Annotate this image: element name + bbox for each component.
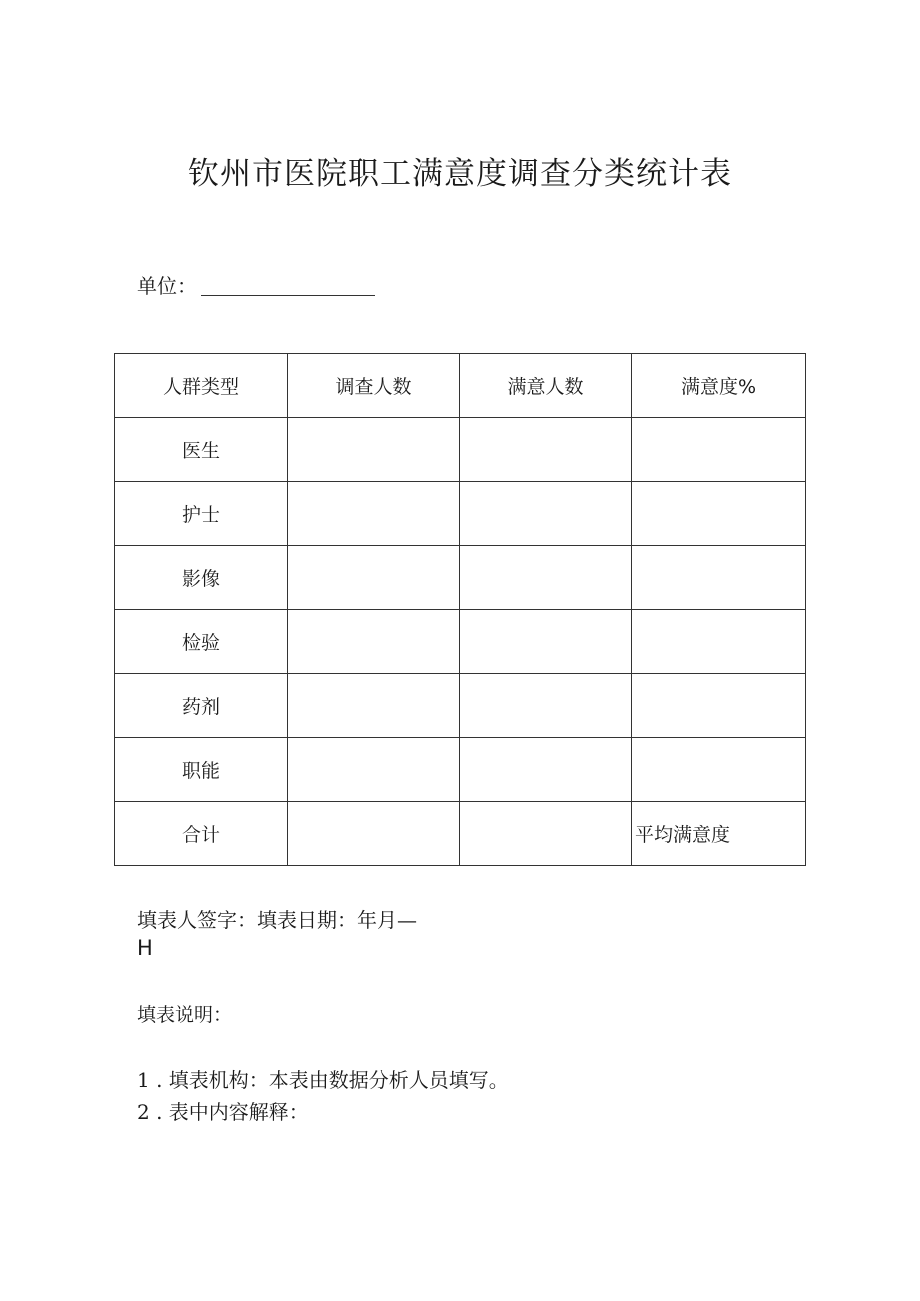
- unit-blank-line[interactable]: [201, 277, 375, 296]
- table-row: [115, 610, 806, 674]
- cell-surveyed-total[interactable]: [288, 802, 460, 866]
- cell-type: 职能: [115, 738, 288, 802]
- table-row: [115, 546, 806, 610]
- table-row: [115, 482, 806, 546]
- cell-satisfied[interactable]: [460, 546, 632, 610]
- cell-satisfied[interactable]: [460, 738, 632, 802]
- cell-average-satisfaction: 平均满意度: [632, 802, 806, 866]
- cell-type-total: 合计: [115, 802, 288, 866]
- cell-satisfied-total[interactable]: [460, 802, 632, 866]
- cell-surveyed[interactable]: [288, 738, 460, 802]
- cell-rate[interactable]: [632, 674, 806, 738]
- cell-type: 护士: [115, 482, 288, 546]
- cell-surveyed[interactable]: [288, 546, 460, 610]
- statistics-table: [114, 353, 806, 866]
- table-row: [115, 674, 806, 738]
- unit-label: 单位：: [137, 274, 197, 298]
- table-header-row: [115, 354, 806, 418]
- cell-satisfied[interactable]: [460, 482, 632, 546]
- cell-satisfied[interactable]: [460, 610, 632, 674]
- header-satisfied-count: 满意人数: [460, 354, 632, 418]
- cell-surveyed[interactable]: [288, 674, 460, 738]
- header-satisfaction-rate: 满意度%: [632, 354, 806, 418]
- header-population-type: 人群类型: [115, 354, 288, 418]
- cell-type: 药剂: [115, 674, 288, 738]
- cell-type: 医生: [115, 418, 288, 482]
- signature-date-line-continued: H: [137, 936, 153, 960]
- note-item: 1 . 填表机构：本表由数据分析人员填写。: [137, 1068, 509, 1092]
- note-item: 2 . 表中内容解释：: [137, 1100, 309, 1124]
- header-surveyed-count: 调查人数: [288, 354, 460, 418]
- cell-surveyed[interactable]: [288, 418, 460, 482]
- cell-satisfied[interactable]: [460, 674, 632, 738]
- table-total-row: [115, 802, 806, 866]
- cell-satisfied[interactable]: [460, 418, 632, 482]
- cell-rate[interactable]: [632, 610, 806, 674]
- table-row: [115, 738, 806, 802]
- document-title: 钦州市医院职工满意度调查分类统计表: [188, 156, 732, 192]
- signature-date-line: 填表人签字：填表日期：年月—: [137, 908, 417, 932]
- cell-type: 检验: [115, 610, 288, 674]
- unit-field: [137, 270, 375, 299]
- cell-surveyed[interactable]: [288, 482, 460, 546]
- notes-title: 填表说明：: [137, 1004, 233, 1026]
- cell-surveyed[interactable]: [288, 610, 460, 674]
- cell-rate[interactable]: [632, 546, 806, 610]
- cell-rate[interactable]: [632, 482, 806, 546]
- cell-type: 影像: [115, 546, 288, 610]
- cell-rate[interactable]: [632, 418, 806, 482]
- table-row: [115, 418, 806, 482]
- cell-rate[interactable]: [632, 738, 806, 802]
